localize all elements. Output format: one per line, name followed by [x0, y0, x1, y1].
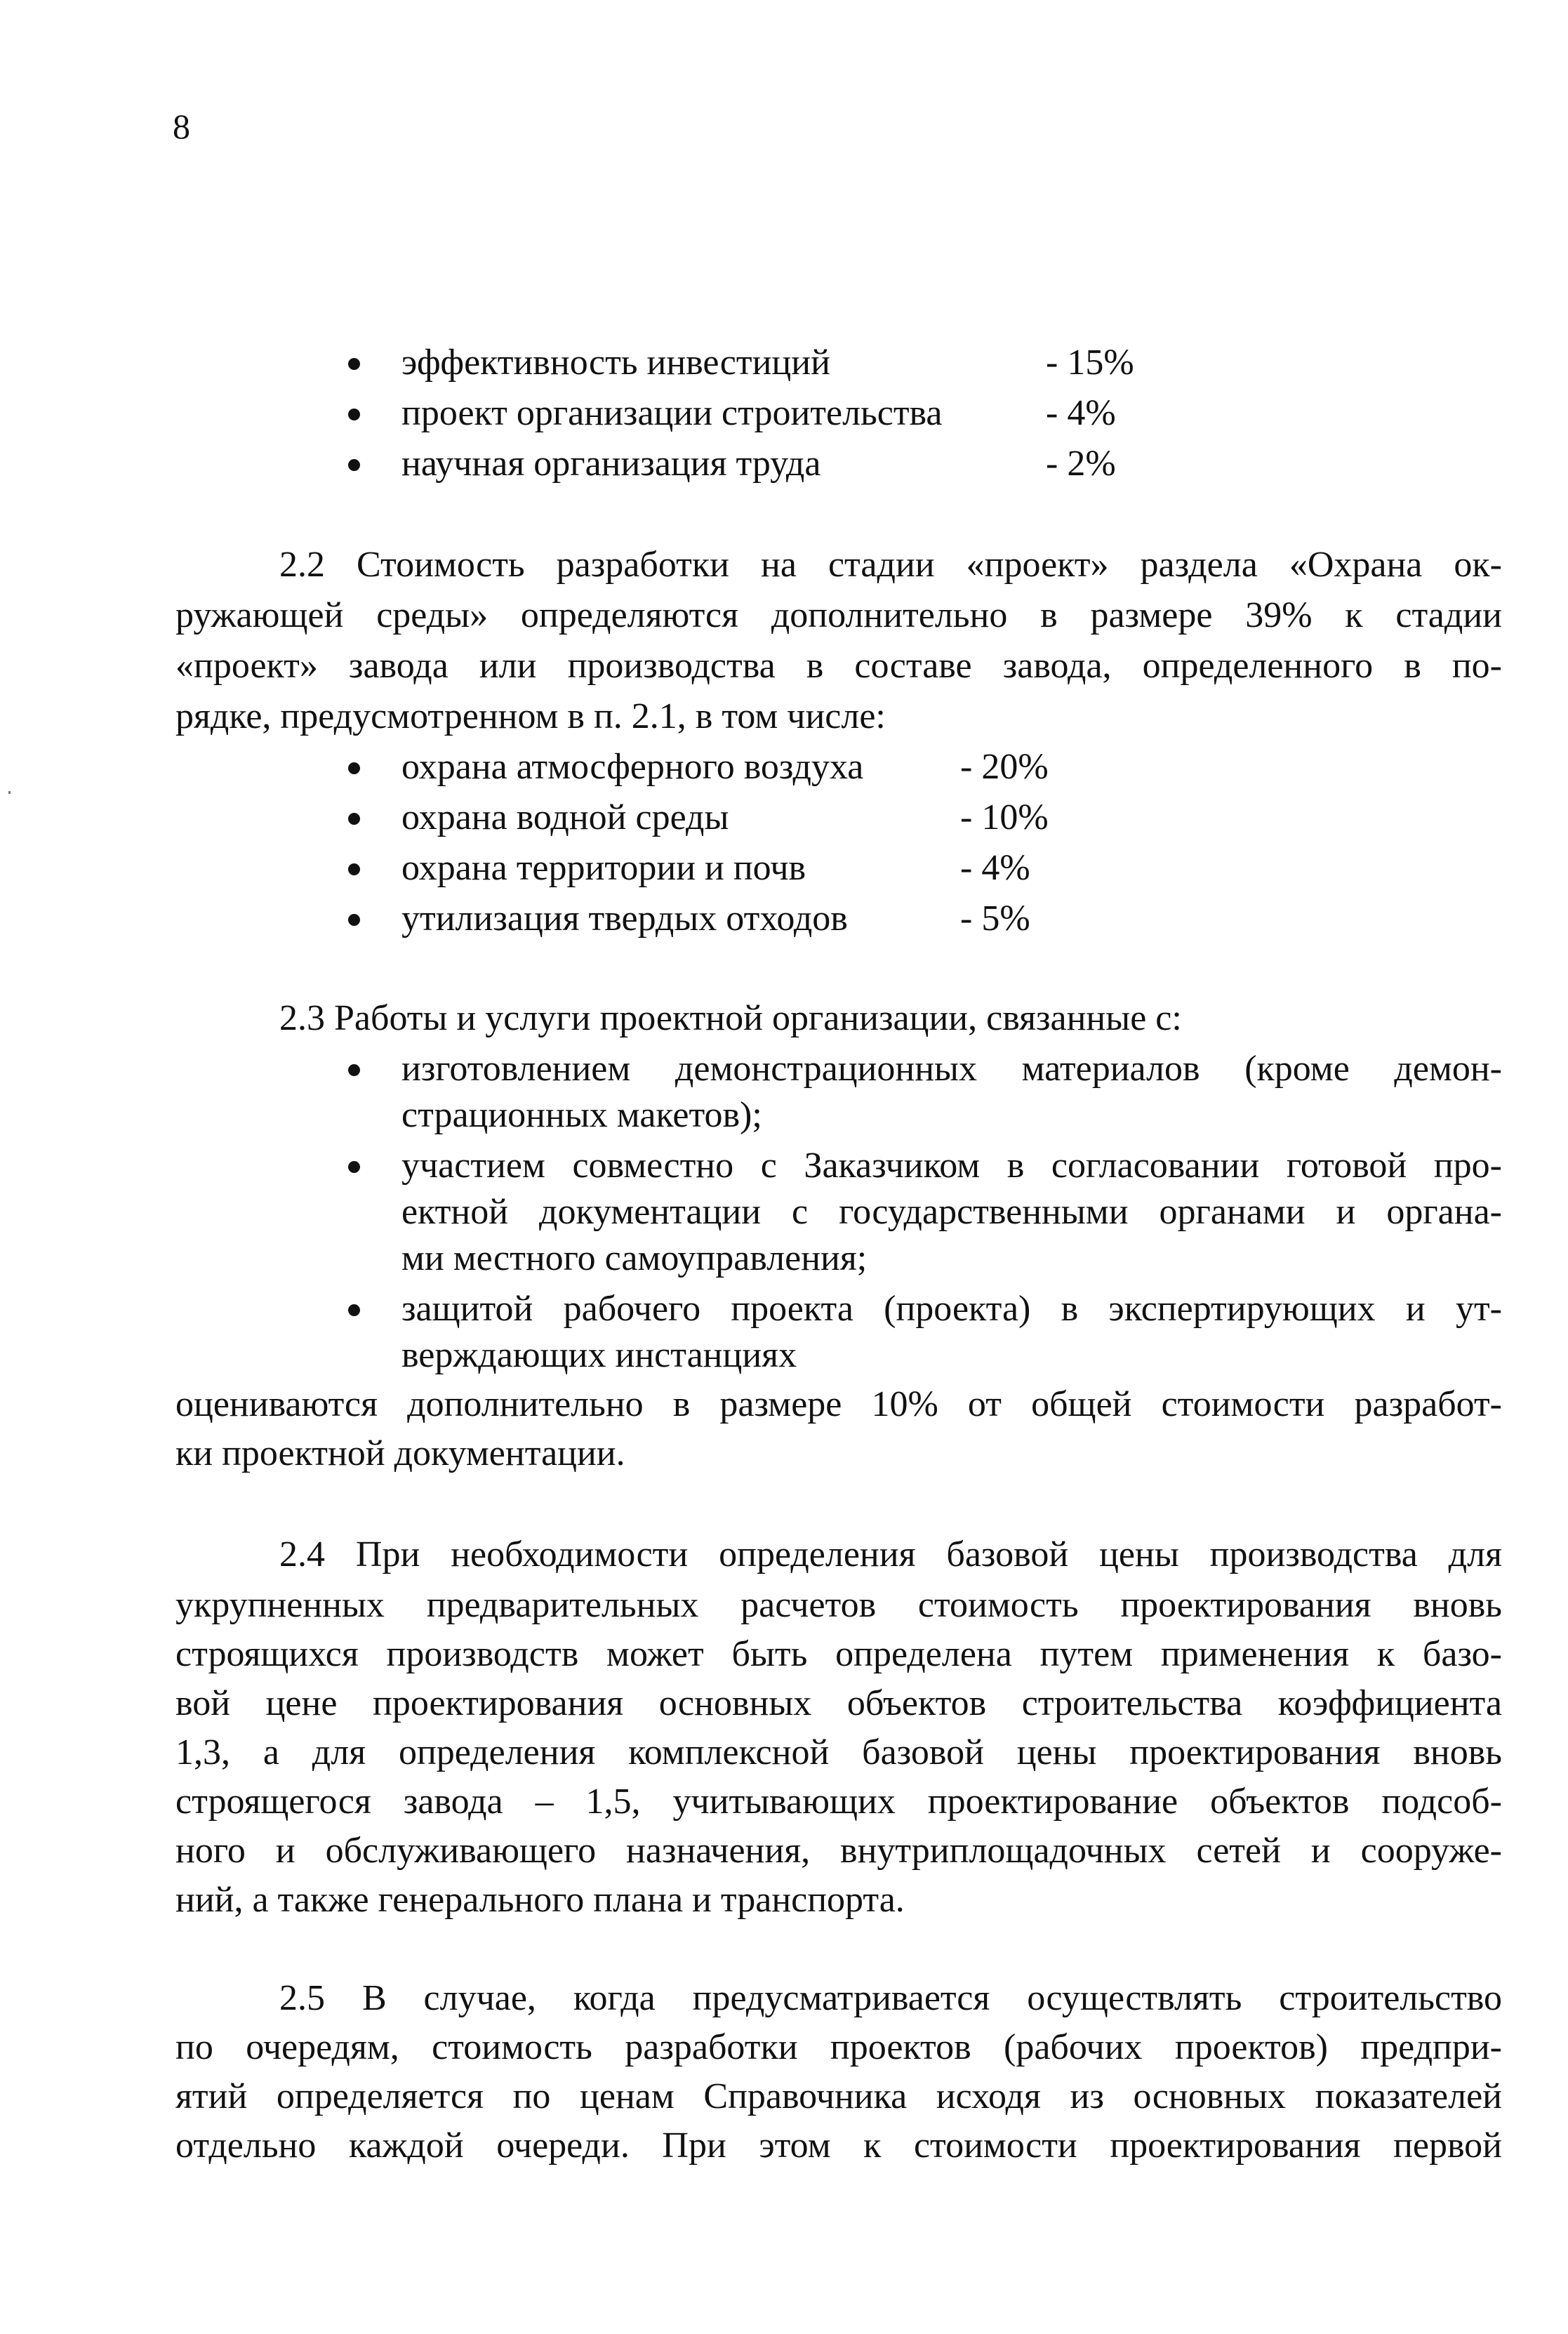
- bullet-icon: [348, 358, 360, 370]
- paragraph-line: «проект» завода или производства в составе завода, определенного в по-: [175, 646, 1502, 686]
- list-item-label: охрана водной среды: [401, 797, 729, 837]
- list-item-label: охрана территории и почв: [401, 848, 806, 888]
- list-item-value: - 2%: [1046, 444, 1116, 484]
- list-item-line: защитой рабочего проекта (проекта) в экспертирующих и ут-: [401, 1289, 1502, 1329]
- paragraph-line: рядке, предусмотренном в п. 2.1, в том числе:: [175, 696, 886, 736]
- bullet-icon: [348, 813, 360, 825]
- bullet-icon: [348, 409, 360, 420]
- paragraph-line: 2.4 При необходимости определения базовой цены производства для: [279, 1534, 1502, 1574]
- list-item-label: эффективность инвестиций: [401, 343, 830, 383]
- bullet-icon: [348, 914, 360, 926]
- page-number: 8: [173, 107, 190, 146]
- bullet-icon: [348, 459, 360, 471]
- bullet-icon: [348, 762, 360, 774]
- list-item-value: - 20%: [960, 747, 1049, 787]
- list-item-label: научная организация труда: [401, 444, 821, 484]
- paragraph-line: строящегося завода – 1,5, учитывающих проектирование объектов подсоб-: [175, 1782, 1502, 1822]
- list-item-line: изготовлением демонстрационных материалов (кроме демон-: [401, 1049, 1502, 1089]
- paragraph-line: 2.3 Работы и услуги проектной организации, связанные с:: [279, 998, 1182, 1038]
- paragraph-line: ятий определяется по ценам Справочника исходя из основных показателей: [175, 2076, 1502, 2116]
- paragraph-line: 2.5 В случае, когда предусматривается осуществлять строительство: [279, 1978, 1502, 2018]
- list-item-line: страционных макетов);: [401, 1095, 762, 1135]
- list-item-label: проект организации строительства: [401, 393, 943, 433]
- list-item-line: верждающих инстанциях: [401, 1335, 797, 1375]
- list-item-value: - 4%: [960, 848, 1030, 888]
- bullet-icon: [348, 863, 360, 875]
- paragraph-line: 1,3, а для определения комплексной базовой цены проектирования вновь: [175, 1732, 1502, 1772]
- paragraph-line: ний, а также генерального плана и транспорта.: [175, 1880, 905, 1920]
- scan-speck: [8, 791, 11, 794]
- paragraph-line: отдельно каждой очереди. При этом к стоимости проектирования первой: [175, 2126, 1502, 2166]
- list-item-value: - 15%: [1046, 343, 1134, 383]
- paragraph-line: укрупненных предварительных расчетов стоимость проектирования вновь: [175, 1585, 1502, 1625]
- paragraph-line: строящихся производств может быть определена путем применения к базо-: [175, 1634, 1502, 1674]
- list-item-line: ми местного самоуправления;: [401, 1238, 868, 1278]
- paragraph-line: ного и обслуживающего назначения, внутриплощадочных сетей и сооруже-: [175, 1831, 1502, 1871]
- list-item-line: участием совместно с Заказчиком в согласовании готовой про-: [401, 1146, 1502, 1186]
- list-item-value: - 10%: [960, 797, 1049, 837]
- paragraph-line: ружающей среды» определяются дополнительно в размере 39% к стадии: [175, 595, 1502, 635]
- paragraph-line: по очередям, стоимость разработки проектов (рабочих проектов) предпри-: [175, 2027, 1502, 2067]
- paragraph-line: оцениваются дополнительно в размере 10% от общей стоимости разработ-: [175, 1384, 1502, 1424]
- list-item-label: утилизация твердых отходов: [401, 899, 848, 939]
- list-item-value: - 4%: [1046, 393, 1116, 433]
- paragraph-line: ки проектной документации.: [175, 1433, 625, 1473]
- paragraph-line: 2.2 Стоимость разработки на стадии «проект» раздела «Охрана ок-: [279, 545, 1502, 585]
- list-item-label: охрана атмосферного воздуха: [401, 747, 864, 787]
- list-item-value: - 5%: [960, 899, 1030, 939]
- paragraph-line: вой цене проектирования основных объектов строительства коэффициента: [175, 1683, 1502, 1723]
- list-item-line: ектной документации с государственными органами и органа-: [401, 1192, 1502, 1232]
